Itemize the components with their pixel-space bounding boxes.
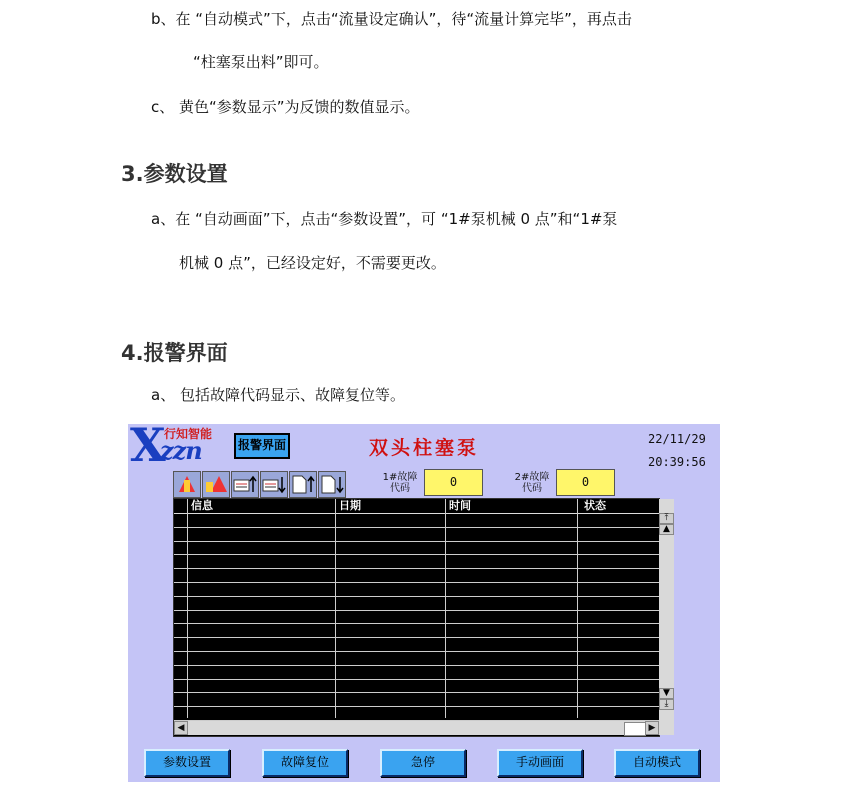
vertical-scrollbar[interactable] — [659, 499, 674, 721]
alarm-table — [173, 498, 670, 737]
column-header-time: 时间 — [449, 499, 471, 512]
scroll-up-page-icon[interactable] — [231, 471, 259, 498]
table-row — [174, 637, 659, 638]
screen-title: 双头柱塞泵 — [369, 437, 480, 459]
table-row — [174, 610, 659, 611]
scroll-down-page-icon[interactable] — [260, 471, 288, 498]
table-row — [174, 706, 659, 707]
table-header — [174, 499, 659, 514]
table-row — [174, 554, 659, 555]
company-logo: X zzn 行知智能 — [130, 424, 213, 472]
column-header-status: 状态 — [584, 499, 606, 512]
scroll-bottom-icon[interactable]: ⤓ — [659, 699, 674, 710]
alarm-ack-all-icon[interactable] — [202, 471, 230, 498]
alarm-ack-icon[interactable] — [173, 471, 201, 498]
doc-line-b-cont: “柱塞泵出料”即可。 — [193, 53, 329, 71]
table-row — [174, 665, 659, 666]
time-display: 20:39:56 — [648, 455, 706, 469]
column-divider — [187, 499, 188, 718]
table-row — [174, 679, 659, 680]
heading-alarm: 4.报警界面 — [121, 341, 228, 365]
fault-reset-button[interactable]: 故障复位 — [262, 749, 348, 777]
column-divider — [445, 499, 446, 718]
horizontal-scrollbar[interactable] — [174, 721, 674, 735]
table-row — [174, 692, 659, 693]
column-header-info: 信息 — [191, 499, 213, 512]
manual-screen-button[interactable]: 手动画面 — [497, 749, 583, 777]
auto-mode-button[interactable]: 自动模式 — [614, 749, 700, 777]
table-row — [174, 582, 659, 583]
table-row — [174, 527, 659, 528]
fault1-code-value: 0 — [424, 469, 483, 496]
scroll-right-icon[interactable]: ▶ — [645, 721, 659, 735]
doc-line-c: c、 黄色“参数显示”为反馈的数值显示。 — [151, 98, 420, 116]
doc-line-a1: a、在 “自动画面”下，点击“参数设置”，可 “1#泵机械 0 点”和“1#泵 — [151, 210, 618, 228]
fault2-label: 2#故障 代码 — [514, 472, 550, 494]
emergency-stop-button[interactable]: 急停 — [380, 749, 466, 777]
alarm-screen-button[interactable]: 报警界面 — [234, 433, 290, 459]
scroll-left-icon[interactable]: ◀ — [174, 721, 188, 735]
doc-line-a2: a、 包括故障代码显示、故障复位等。 — [151, 386, 405, 404]
doc-line-a1-cont: 机械 0 点”，已经设定好，不需要更改。 — [179, 254, 446, 272]
table-row — [174, 596, 659, 597]
column-divider — [335, 499, 336, 718]
column-divider — [577, 499, 578, 718]
table-row — [174, 541, 659, 542]
scroll-thumb[interactable] — [624, 722, 646, 736]
fault1-label: 1#故障 代码 — [382, 472, 418, 494]
page-up-icon[interactable] — [289, 471, 317, 498]
table-row — [174, 623, 659, 624]
table-row — [174, 568, 659, 569]
heading-params: 3.参数设置 — [121, 162, 228, 186]
column-header-date: 日期 — [339, 499, 361, 512]
date-display: 22/11/29 — [648, 432, 706, 446]
doc-line-b: b、在 “自动模式”下，点击“流量设定确认”，待“流量计算完毕”，再点击 — [151, 10, 632, 28]
scroll-down-icon[interactable]: ▼ — [659, 688, 674, 699]
scroll-top-icon[interactable]: ⤒ — [659, 513, 674, 524]
table-row — [174, 651, 659, 652]
fault2-code-value: 0 — [556, 469, 615, 496]
page-down-icon[interactable] — [318, 471, 346, 498]
hmi-screenshot — [128, 424, 720, 782]
scroll-up-icon[interactable]: ▲ — [659, 524, 674, 535]
param-settings-button[interactable]: 参数设置 — [144, 749, 230, 777]
